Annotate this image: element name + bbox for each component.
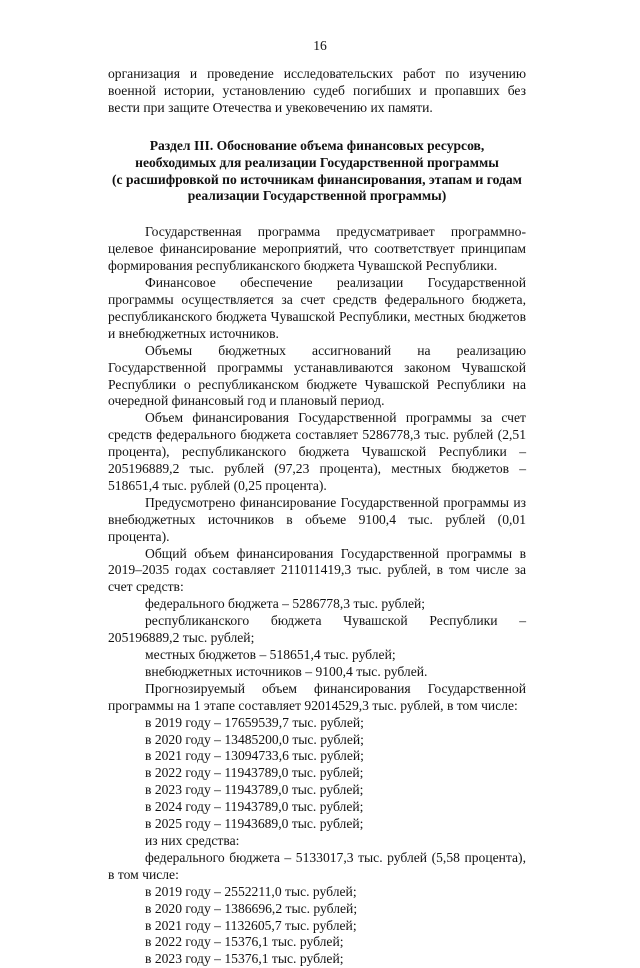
- federal-year-item: в 2019 году – 2552211,0 тыс. рублей;: [145, 883, 357, 899]
- federal-year-item: в 2023 году – 15376,1 тыс. рублей;: [145, 951, 344, 967]
- section-title-line: необходимых для реализации Государственной программы: [135, 154, 499, 170]
- federal-intro: федерального бюджета – 5133017,3 тыс. рублей (5,58 процента), в том числе:: [108, 849, 526, 882]
- section-title-line: реализации Государственной программы): [187, 188, 447, 204]
- stage1-year-item: в 2024 году – 11943789,0 тыс. рублей;: [145, 799, 364, 815]
- body-paragraph: Общий объем финансирования Государственной программы в 2019–2035 годах составляет 211011419,3 тыс. рублей, в том числе за счет средств:: [108, 545, 526, 595]
- page-content: [108, 66, 526, 968]
- body-paragraph: Предусмотрено финансирование Государственной программы из внебюджетных источников в объеме 9100,4 тыс. рублей (0,01 процента).: [108, 494, 526, 544]
- body-paragraph: Финансовое обеспечение реализации Государственной программы осуществляется за счет средств федерального бюджета, республиканского бюджета Чувашской Республики, местных бюджетов и внебюджетных источников.: [108, 275, 526, 341]
- stage1-year-item: в 2021 году – 13094733,6 тыс. рублей;: [145, 748, 364, 764]
- body-paragraph: Объем финансирования Государственной программы за счет средств федерального бюджета составляет 5286778,3 тыс. рублей (2,51 процента), республиканского бюджета Чувашской Республики – 205196889,2 тыс. рублей (97,23 процента), местных бюджетов – 518651,4 тыс. рублей (0,25 процента).: [108, 410, 526, 493]
- federal-year-item: в 2021 году – 1132605,7 тыс. рублей;: [145, 917, 357, 933]
- funding-source-item: федерального бюджета – 5286778,3 тыс. рублей;: [145, 596, 426, 612]
- funding-source-item: республиканского бюджета Чувашской Республики – 205196889,2 тыс. рублей;: [108, 613, 526, 646]
- intro-paragraph: организация и проведение исследовательских работ по изучению военной истории, установлению судеб погибших и пропавших без вести при защите Отечества и увековечению их памяти.: [108, 66, 526, 115]
- federal-year-item: в 2020 году – 1386696,2 тыс. рублей;: [145, 900, 358, 916]
- stage1-year-item: в 2025 году – 11943689,0 тыс. рублей;: [145, 816, 364, 832]
- federal-year-item: в 2022 году – 15376,1 тыс. рублей;: [145, 934, 344, 950]
- body-paragraph: Государственная программа предусматривает программно-целевое финансирование мероприятий, что соответствует принципам формирования республиканского бюджета Чувашской Республики.: [108, 224, 526, 274]
- stage1-intro: Прогнозируемый объем финансирования Государственной программы на 1 этапе составляет 92014529,3 тыс. рублей, в том числе:: [108, 680, 526, 713]
- of-which-label: из них средства:: [145, 832, 240, 848]
- stage1-year-item: в 2023 году – 11943789,0 тыс. рублей;: [145, 782, 364, 798]
- page-number: 16: [313, 38, 327, 53]
- stage1-year-item: в 2020 году – 13485200,0 тыс. рублей;: [145, 731, 364, 747]
- body-paragraph: Объемы бюджетных ассигнований на реализацию Государственной программы устанавливаются законом Чувашской Республики о республиканском бюджете Чувашской Республики на очередной финансовый год и плановый период.: [108, 342, 526, 409]
- funding-source-item: местных бюджетов – 518651,4 тыс. рублей;: [145, 647, 396, 662]
- funding-source-item: внебюджетных источников – 9100,4 тыс. рублей.: [145, 663, 428, 679]
- stage1-year-item: в 2022 году – 11943789,0 тыс. рублей;: [145, 765, 364, 781]
- section-title-line: (с расшифровкой по источникам финансирования, этапам и годам: [112, 171, 522, 187]
- section-heading: [108, 138, 526, 206]
- section-title-line: Раздел III. Обоснование объема финансовых ресурсов,: [149, 137, 485, 153]
- stage1-year-item: в 2019 году – 17659539,7 тыс. рублей;: [145, 714, 364, 730]
